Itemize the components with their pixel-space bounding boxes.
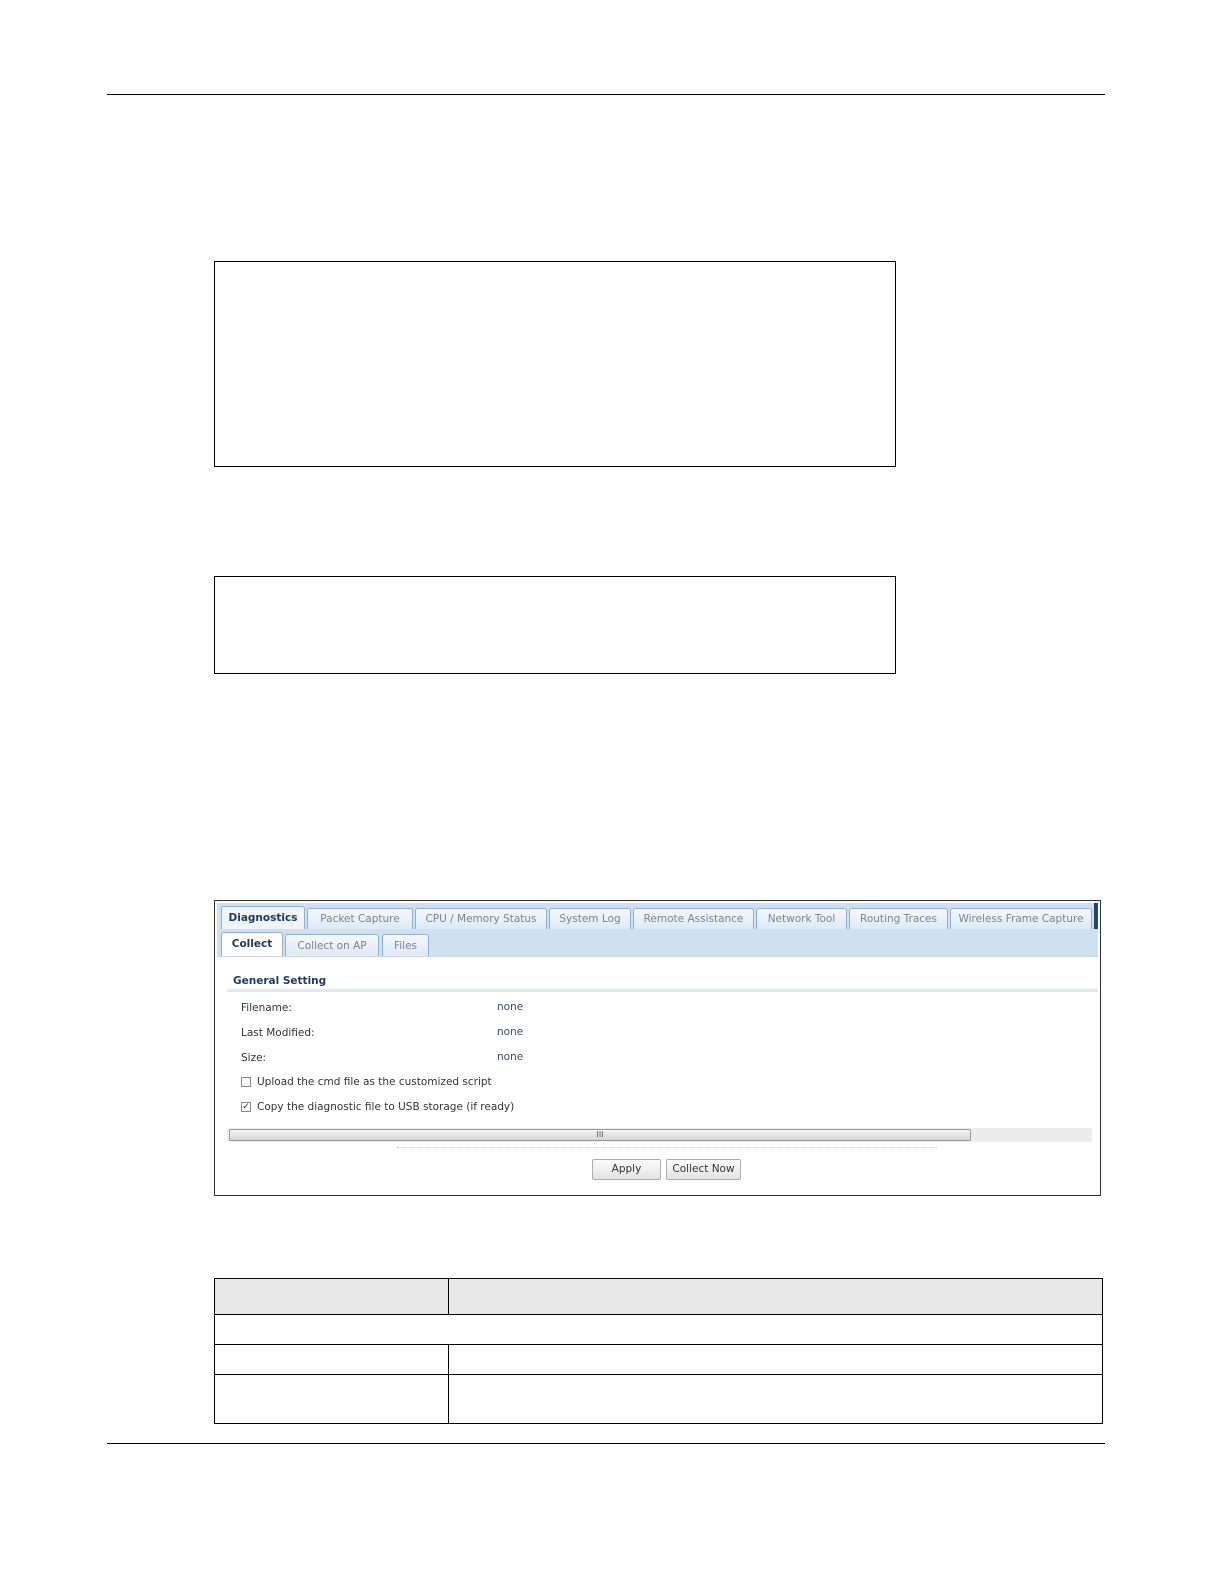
upload-cmd-label: Upload the cmd file as the customized script [257,1076,492,1088]
tab-network-tool[interactable]: Network Tool [756,908,847,929]
secondary-tab-bar [217,929,1098,957]
tab-files[interactable]: Files [382,934,429,956]
table-header-row [215,1279,1103,1315]
description-table [214,1278,1103,1424]
size-label: Size: [241,1052,267,1064]
tab-collect-on-ap[interactable]: Collect on AP [285,934,379,956]
table-cell [215,1345,449,1375]
table-cell [449,1345,1103,1375]
last-modified-value: none [497,1026,524,1038]
filename-value: none [497,1001,524,1013]
size-value: none [497,1051,524,1063]
tab-system-log[interactable]: System Log [549,908,631,929]
dotted-separator [397,1147,937,1148]
text-box-small [214,576,896,674]
filename-label: Filename: [241,1002,292,1014]
header-rule [107,94,1105,95]
upload-cmd-checkbox[interactable] [241,1077,251,1087]
table-row [215,1345,1103,1375]
copy-usb-label: Copy the diagnostic file to USB storage (if ready) [257,1101,515,1113]
footer-rule [107,1443,1105,1444]
table-row [215,1375,1103,1424]
copy-usb-checkbox[interactable]: ✓ [242,1102,250,1112]
table-cell [215,1315,1103,1345]
tab-packet-capture[interactable]: Packet Capture [307,908,413,929]
text-box-large [214,261,896,467]
scrollbar-thumb[interactable]: III [229,1129,971,1141]
table-cell [215,1375,449,1424]
collect-now-button[interactable]: Collect Now [666,1159,741,1180]
table-header-cell [449,1279,1103,1315]
horizontal-scrollbar[interactable] [227,1128,1092,1142]
section-title: General Setting [233,975,327,987]
tab-diagnostics[interactable]: Diagnostics [221,906,305,930]
table-row [215,1315,1103,1345]
tab-routing-traces[interactable]: Routing Traces [849,908,948,929]
primary-tab-bar [217,903,1098,929]
tab-cpu-memory-status[interactable]: CPU / Memory Status [415,908,547,929]
diagnostics-collect-screenshot [214,900,1101,1196]
table-cell [449,1375,1103,1424]
apply-button[interactable]: Apply [592,1159,661,1180]
table-header-cell [215,1279,449,1315]
tab-collect[interactable]: Collect [221,932,283,956]
section-divider [227,989,1098,992]
tab-wireless-frame-capture[interactable]: Wireless Frame Capture [950,908,1092,929]
last-modified-label: Last Modified: [241,1027,315,1039]
tab-remote-assistance[interactable]: Remote Assistance [633,908,754,929]
